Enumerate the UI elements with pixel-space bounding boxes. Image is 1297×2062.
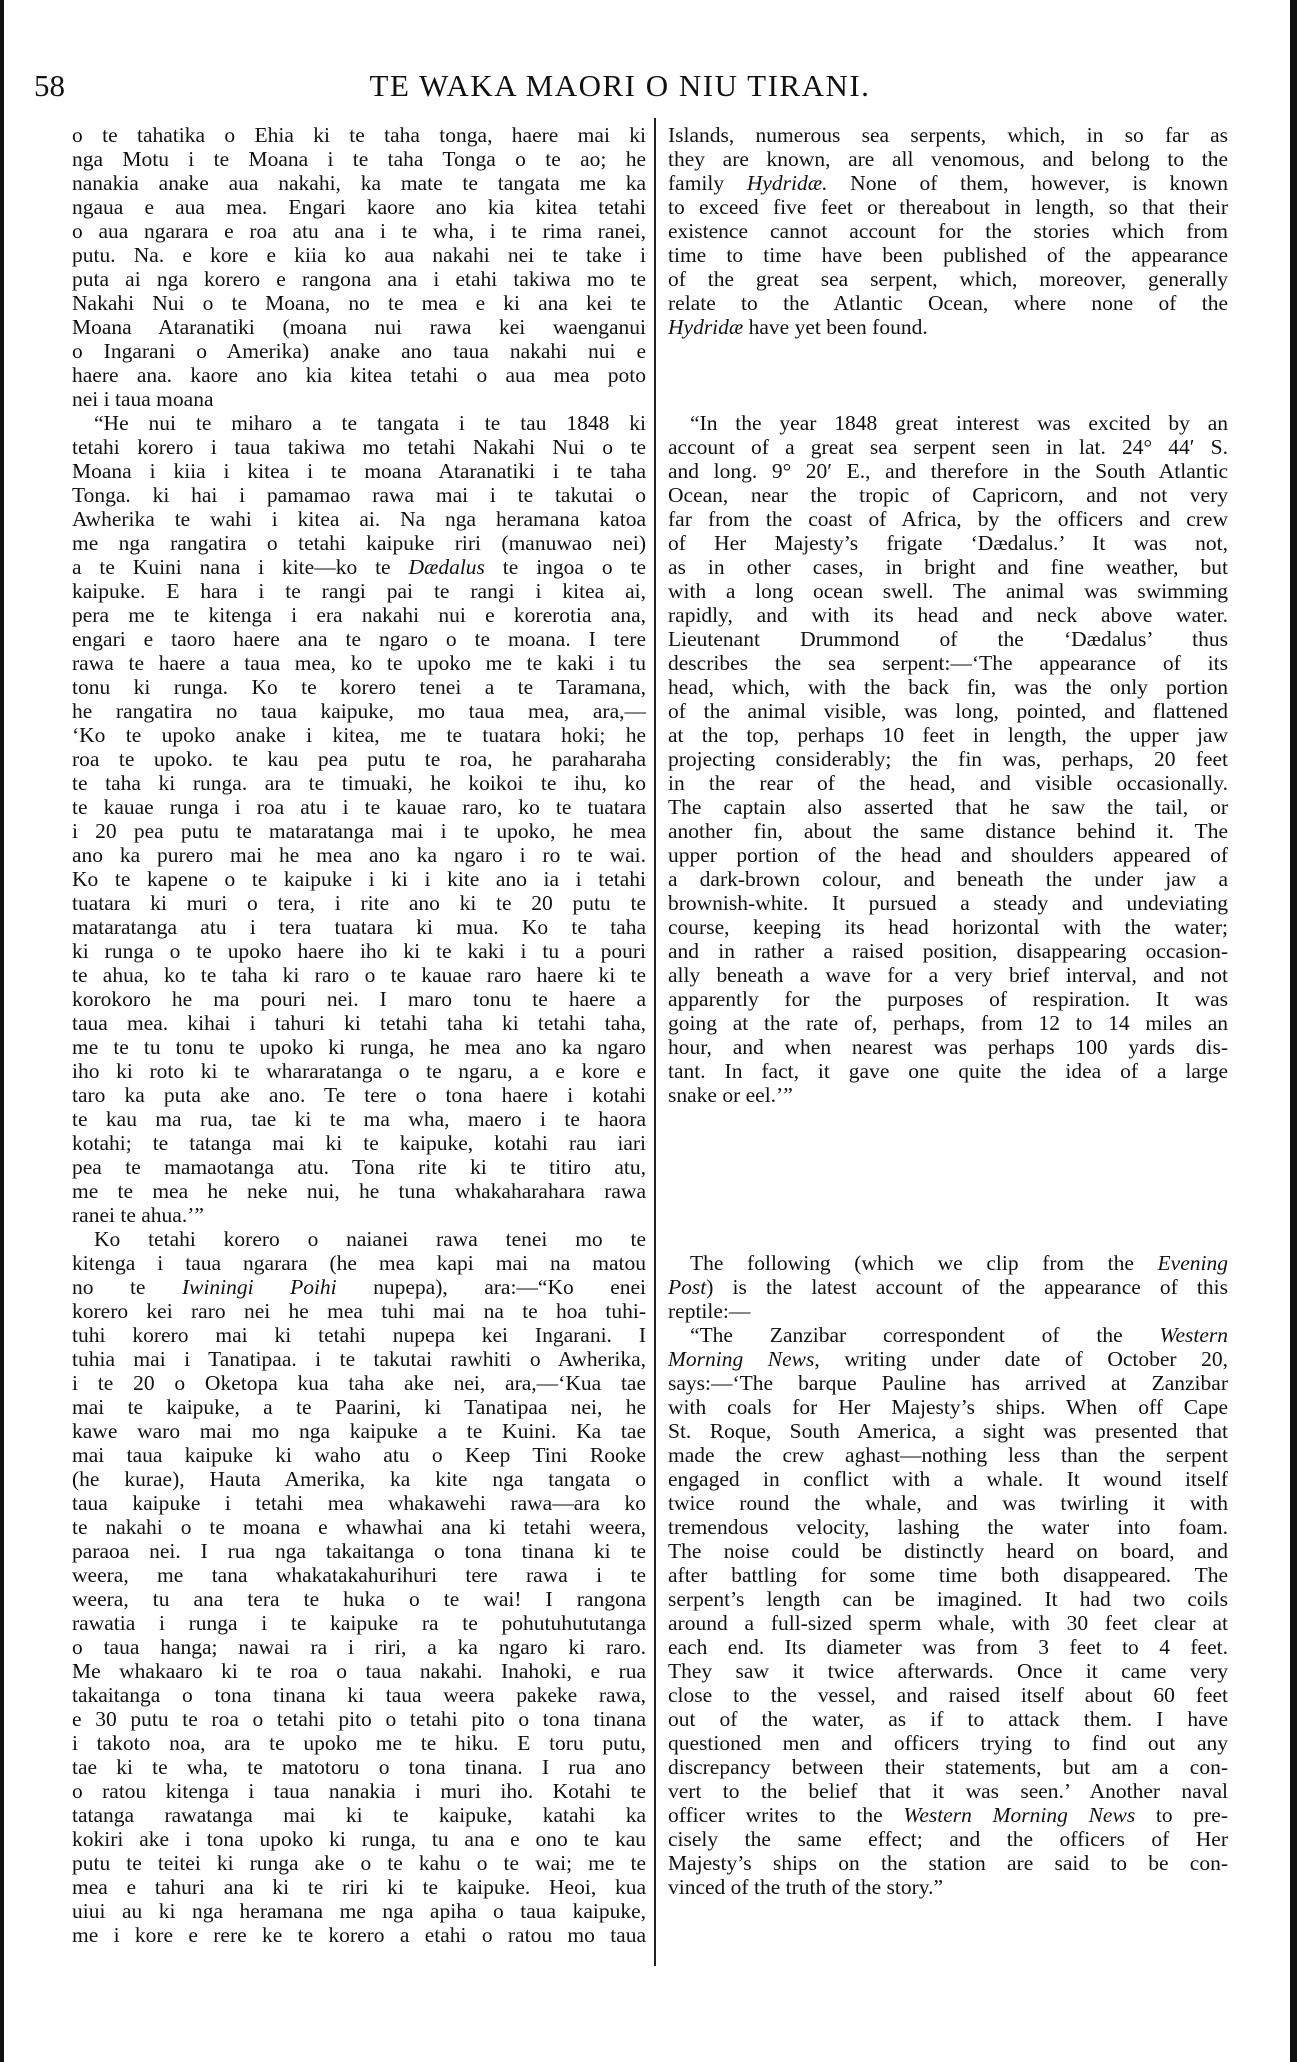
text-line: Me whakaaro ki te roa o taua nakahi. Inahoki, e rua bbox=[72, 1659, 646, 1683]
text-line: weera, me tana whakatakahurihuri tere rawa i te bbox=[72, 1563, 646, 1587]
text-line: in the rear of the head, and visible occasionally. bbox=[668, 771, 1228, 795]
text-line: engari e taoro haere ana te ngaro o te moana. I tere bbox=[72, 627, 646, 651]
text-line: kitenga i taua ngarara (he mea kapi mai na matou bbox=[72, 1251, 646, 1275]
text-segment: have yet been found. bbox=[743, 315, 928, 339]
text-line: taro ka puta ake ano. Te tere o tona haere i kotahi bbox=[72, 1083, 646, 1107]
text-line: (he kurae), Hauta Amerika, ka kite nga tangata o bbox=[72, 1467, 646, 1491]
text-line bbox=[72, 555, 646, 579]
text-line: ranei te ahua.’” bbox=[72, 1203, 204, 1227]
text-line bbox=[668, 1275, 1228, 1299]
text-line: mataratanga atu i tera tuatara ki mua. Ko te taha bbox=[72, 915, 646, 939]
text-line: me i kore e rere ke te korero a etahi o ratou mo taua bbox=[72, 1923, 646, 1947]
text-line bbox=[668, 1347, 1228, 1371]
text-line: pea te mamaotanga atu. Tona rite ki te titiro atu, bbox=[72, 1155, 646, 1179]
text-line: tant. In fact, it gave one quite the idea of a large bbox=[668, 1059, 1228, 1083]
text-line: tuhia mai i Tanatipaa. i te takutai rawhiti o Awherika, bbox=[72, 1347, 646, 1371]
text-line: serpent’s length can be imagined. It had two coils bbox=[668, 1587, 1228, 1611]
text-line: Awherika te wahi i kitea ai. Na nga heramana katoa bbox=[72, 507, 646, 531]
text-line: he rangatira no taua kaipuke, mo taua mea, ara,— bbox=[72, 699, 646, 723]
text-line: a dark-brown colour, and beneath the under jaw a bbox=[668, 867, 1228, 891]
text-line: “He nui te miharo a te tangata i te tau 1848 ki bbox=[94, 411, 646, 435]
italic-title: Evening bbox=[1157, 1251, 1228, 1275]
text-line: after battling for some time both disappeared. The bbox=[668, 1563, 1228, 1587]
text-line: Ko tetahi korero o naianei rawa tenei mo te bbox=[94, 1227, 646, 1251]
text-line: snake or eel.’” bbox=[668, 1083, 793, 1107]
text-line: o aua ngarara e roa atu ana i te wha, i te rima ranei, bbox=[72, 219, 646, 243]
text-line: te nakahi o te moana e whawhai ana ki tetahi weera, bbox=[72, 1515, 646, 1539]
text-line: weera, tu ana tera te huka o te wai! I rangona bbox=[72, 1587, 646, 1611]
text-line: ki runga o te upoko haere iho ki te kaki i tu a pouri bbox=[72, 939, 646, 963]
text-line: to exceed five feet or thereabout in length, so that their bbox=[668, 195, 1228, 219]
text-line: twice round the whale, and was twirling it with bbox=[668, 1491, 1228, 1515]
text-line: They saw it twice afterwards. Once it came very bbox=[668, 1659, 1228, 1683]
text-segment: no te bbox=[72, 1275, 182, 1299]
text-line: me te tu tonu te upoko ki runga, he mea ano ka ngaro bbox=[72, 1035, 646, 1059]
text-line: iho ki roto ki te whararatanga o te ngaru, a e kore e bbox=[72, 1059, 646, 1083]
text-line: Ocean, near the tropic of Capricorn, and not very bbox=[668, 483, 1228, 507]
text-line bbox=[668, 171, 1228, 195]
text-line: reptile:— bbox=[668, 1299, 751, 1323]
text-line: o ratou kitenga i taua nanakia i muri iho. Kotahi te bbox=[72, 1779, 646, 1803]
text-line: te kau ma rua, tae ki te ma wha, maero i te haora bbox=[72, 1107, 646, 1131]
italic-title: Post bbox=[668, 1275, 707, 1299]
text-line: me nga rangatira o tetahi kaipuke riri (manuwao nei) bbox=[72, 531, 646, 555]
text-line: rapidly, and with its head and neck above water. bbox=[668, 603, 1228, 627]
text-line: uiui au ki nga heramana me nga apiha o taua kaipuke, bbox=[72, 1899, 646, 1923]
text-line: nei i taua moana bbox=[72, 387, 214, 411]
text-line: mai te kaipuke, a te Paarini, ki Tanatipaa nei, he bbox=[72, 1395, 646, 1419]
text-segment: officer writes to the bbox=[668, 1803, 904, 1827]
text-line: mai taua kaipuke ki waho atu o Keep Tini Rooke bbox=[72, 1443, 646, 1467]
text-line: going at the rate of, perhaps, from 12 to 14 miles an bbox=[668, 1011, 1228, 1035]
text-line: takaitanga o tona tinana ki taua weera pakeke rawa, bbox=[72, 1683, 646, 1707]
text-line: of the great sea serpent, which, moreover, generally bbox=[668, 267, 1228, 291]
text-line: out of the water, as if to attack them. I have bbox=[668, 1707, 1228, 1731]
text-line: close to the vessel, and raised itself about 60 feet bbox=[668, 1683, 1228, 1707]
text-line: roa te upoko. te kau pea putu te roa, he paraharaha bbox=[72, 747, 646, 771]
page-number: 58 bbox=[34, 68, 65, 103]
text-line: made the crew aghast—nothing less than the serpent bbox=[668, 1443, 1228, 1467]
text-line bbox=[668, 1323, 1228, 1347]
running-title: TE WAKA MAORI O NIU TIRANI. bbox=[369, 68, 871, 103]
text-line: describes the sea serpent:—‘The appearance of its bbox=[668, 651, 1228, 675]
text-line: questioned men and officers trying to find out any bbox=[668, 1731, 1228, 1755]
text-line: o te tahatika o Ehia ki te taha tonga, haere mai ki bbox=[72, 123, 646, 147]
text-line: tremendous velocity, lashing the water into foam. bbox=[668, 1515, 1228, 1539]
text-line: engaged in conflict with a whale. It wound itself bbox=[668, 1467, 1228, 1491]
text-line: head, which, with the back fin, was the only portion bbox=[668, 675, 1228, 699]
text-line: discrepancy between their statements, but am a con- bbox=[668, 1755, 1228, 1779]
text-line: taua mea. kihai i tahuri ki tetahi taha ki tetahi taha, bbox=[72, 1011, 646, 1035]
text-line: e 30 putu te roa o tetahi pito o tetahi pito o tona tinana bbox=[72, 1707, 646, 1731]
text-segment: The following (which we clip from the bbox=[690, 1251, 1158, 1275]
text-segment: te ingoa o te bbox=[484, 555, 646, 579]
text-line: as in other cases, in bright and fine weather, but bbox=[668, 555, 1228, 579]
text-line: course, keeping its head horizontal with the water; bbox=[668, 915, 1228, 939]
text-line: Ko te kapene o te kaipuke i ki i kite ano ia i tetahi bbox=[72, 867, 646, 891]
text-line: kokiri ake i tona upoko ki runga, tu ana e ono te kau bbox=[72, 1827, 646, 1851]
text-line: tatanga rawatanga mai ki te kaipuke, katahi ka bbox=[72, 1803, 646, 1827]
text-line: of the animal visible, was long, pointed, and flattened bbox=[668, 699, 1228, 723]
column-divider bbox=[654, 118, 656, 1966]
text-line: te ahua, ko te taha ki raro o te kauae raro haere ki te bbox=[72, 963, 646, 987]
text-line: with a long ocean swell. The animal was swimming bbox=[668, 579, 1228, 603]
text-line: ano ka purero mai he mea ano ka ngaro i ro te wai. bbox=[72, 843, 646, 867]
text-line: rawa te haere a taua mea, ko te upoko me te kaki i tu bbox=[72, 651, 646, 675]
text-line: Nakahi Nui o te Moana, no te mea e ki ana kei te bbox=[72, 291, 646, 315]
text-segment: “The Zanzibar correspondent of the bbox=[690, 1323, 1160, 1347]
italic-title: Iwiningi Poihi bbox=[181, 1275, 337, 1299]
text-line: Lieutenant Drummond of the ‘Dædalus’ thus bbox=[668, 627, 1228, 651]
text-line: projecting considerably; the fin was, perhaps, 20 feet bbox=[668, 747, 1228, 771]
text-line: tuhi korero mai ki tetahi nupepa kei Ingarani. I bbox=[72, 1323, 646, 1347]
text-line: paraoa nei. I rua nga takaitanga o tona tinana ki te bbox=[72, 1539, 646, 1563]
text-line: Majesty’s ships on the station are said to be con- bbox=[668, 1851, 1228, 1875]
text-line: with coals for Her Majesty’s ships. When off Cape bbox=[668, 1395, 1228, 1419]
text-line: te taha ki runga. ara te timuaki, he koikoi te ihu, ko bbox=[72, 771, 646, 795]
text-line: ‘Ko te upoko anake i kitea, me te tuatara hoki; he bbox=[72, 723, 646, 747]
text-line: brownish-white. It pursued a steady and undeviating bbox=[668, 891, 1228, 915]
text-line: kaipuke. E hara i te rangi pai te rangi i kitea ai, bbox=[72, 579, 646, 603]
text-line: i te 20 o Oketopa kua taha ake nei, ara,—‘Kua tae bbox=[72, 1371, 646, 1395]
text-segment: nupepa), ara:—“Ko enei bbox=[336, 1275, 646, 1299]
text-line: putu te teitei ki runga ake o te kahu o te wai; me te bbox=[72, 1851, 646, 1875]
text-line: and long. 9° 20′ E., and therefore in the South Atlantic bbox=[668, 459, 1228, 483]
text-line: around a full-sized sperm whale, with 30 feet clear at bbox=[668, 1611, 1228, 1635]
text-line: cisely the same effect; and the officers of Her bbox=[668, 1827, 1228, 1851]
text-line: Moana i kiia i kitea i te moana Ataranatiki i te taha bbox=[72, 459, 646, 483]
text-line: putu. Na. e kore e kiia ko aua nakahi nei te take i bbox=[72, 243, 646, 267]
text-line: The noise could be distinctly heard on board, and bbox=[668, 1539, 1228, 1563]
text-line: apparently for the purposes of respiration. It was bbox=[668, 987, 1228, 1011]
text-line: The captain also asserted that he saw the tail, or bbox=[668, 795, 1228, 819]
text-line: mea e tahuri ana ki te riri ki te kaipuke. Heoi, kua bbox=[72, 1875, 646, 1899]
text-line: they are known, are all venomous, and belong to the bbox=[668, 147, 1228, 171]
text-line: rawatia i runga i te kaipuke ra te pohutuhututanga bbox=[72, 1611, 646, 1635]
text-line: of Her Majesty’s frigate ‘Dædalus.’ It was not, bbox=[668, 531, 1228, 555]
text-line: kotahi; te tatanga mai ki te kaipuke, kotahi rau iari bbox=[72, 1131, 646, 1155]
italic-title: Western bbox=[1159, 1323, 1228, 1347]
text-line: o Ingarani o Amerika) anake ano taua nakahi nui e bbox=[72, 339, 646, 363]
text-segment: a te Kuini nana i kite—ko te bbox=[72, 555, 409, 579]
text-line: relate to the Atlantic Ocean, where none of the bbox=[668, 291, 1228, 315]
text-line: upper portion of the head and shoulders appeared of bbox=[668, 843, 1228, 867]
text-line: korero kei raro nei he mea tuhi mai na te hoa tuhi- bbox=[72, 1299, 646, 1323]
text-line: Islands, numerous sea serpents, which, in so far as bbox=[668, 123, 1228, 147]
text-line: Tonga. ki hai i pamamao rawa mai i te takutai o bbox=[72, 483, 646, 507]
text-line bbox=[668, 1251, 1228, 1275]
text-line: existence cannot account for the stories which from bbox=[668, 219, 1228, 243]
text-line: tuatara ki muri o tera, i rite ano ki te 20 putu te bbox=[72, 891, 646, 915]
text-line: o taua hanga; nawai ra i riri, a ka ngaro ki raro. bbox=[72, 1635, 646, 1659]
text-segment: , writing under date of October 20, bbox=[814, 1347, 1229, 1371]
scan-border-right bbox=[1290, 0, 1297, 2062]
text-line: tonu ki runga. Ko te korero tenei a te Taramana, bbox=[72, 675, 646, 699]
italic-title: Western Morning News bbox=[903, 1803, 1136, 1827]
text-line: Moana Ataranatiki (moana nui rawa kei waenganui bbox=[72, 315, 646, 339]
text-line: ally beneath a wave for a very brief interval, and not bbox=[668, 963, 1228, 987]
text-line bbox=[72, 1275, 646, 1299]
text-line: ngaua e aua mea. Engari kaore ano kia kitea tetahi bbox=[72, 195, 646, 219]
text-line: tetahi korero i taua takiwa mo tetahi Nakahi Nui o te bbox=[72, 435, 646, 459]
text-line: “In the year 1848 great interest was excited by an bbox=[690, 411, 1228, 435]
text-line: pera me te kitenga i era nakahi nui e korerotia ana, bbox=[72, 603, 646, 627]
text-line: te kauae runga i roa atu i te kauae raro, ko te tuatara bbox=[72, 795, 646, 819]
text-line: kawe waro mai mo nga kaipuke a te Kuini. Ka tae bbox=[72, 1419, 646, 1443]
text-line: i 20 pea putu te mataratanga mai i te upoko, he mea bbox=[72, 819, 646, 843]
text-line: nanakia anake aua nakahi, ka mate te tangata me ka bbox=[72, 171, 646, 195]
text-line: far from the coast of Africa, by the officers and crew bbox=[668, 507, 1228, 531]
text-line: vinced of the truth of the story.” bbox=[668, 1875, 944, 1899]
text-line bbox=[668, 315, 1228, 339]
text-line: another fin, about the same distance behind it. The bbox=[668, 819, 1228, 843]
text-segment: None of them, however, is known bbox=[827, 171, 1229, 195]
text-line: i takoto noa, ara te upoko me te hiku. E toru putu, bbox=[72, 1731, 646, 1755]
text-segment: to pre- bbox=[1135, 1803, 1228, 1827]
text-line: account of a great sea serpent seen in lat. 24° 44′ S. bbox=[668, 435, 1228, 459]
text-line: time to time have been published of the appearance bbox=[668, 243, 1228, 267]
text-line: tae ki te wha, te matotoru o tona tinana. I rua ano bbox=[72, 1755, 646, 1779]
text-line bbox=[668, 1803, 1228, 1827]
text-line: at the top, perhaps 10 feet in length, the upper jaw bbox=[668, 723, 1228, 747]
italic-title: Hydridæ bbox=[668, 315, 744, 339]
italic-title: Morning News bbox=[668, 1347, 815, 1371]
text-line: korokoro he ma pouri nei. I maro tonu te haere a bbox=[72, 987, 646, 1011]
text-line: vert to the belief that it was seen.’ Another naval bbox=[668, 1779, 1228, 1803]
text-segment: family bbox=[668, 171, 747, 195]
text-line: says:—‘The barque Pauline has arrived at Zanzibar bbox=[668, 1371, 1228, 1395]
italic-title: Dædalus bbox=[408, 555, 485, 579]
text-line: and in rather a raised position, disappearing occasion- bbox=[668, 939, 1228, 963]
text-line: hour, and when nearest was perhaps 100 yards dis- bbox=[668, 1035, 1228, 1059]
text-line: taua kaipuke i tetahi mea whakawehi rawa—ara ko bbox=[72, 1491, 646, 1515]
text-line: puta ai nga korero e rangona ana i etahi takiwa mo te bbox=[72, 267, 646, 291]
italic-title: Hydridæ. bbox=[746, 171, 828, 195]
text-segment: ) is the latest account of the appearance of this bbox=[706, 1275, 1228, 1299]
text-line: nga Motu i te Moana i te taha Tonga o te ao; he bbox=[72, 147, 646, 171]
text-line: St. Roque, South America, a sight was presented that bbox=[668, 1419, 1228, 1443]
text-line: me te mea he neke nui, he tuna whakaharahara rawa bbox=[72, 1179, 646, 1203]
text-line: haere ana. kaore ano kia kitea tetahi o aua mea poto bbox=[72, 363, 646, 387]
scan-border-left bbox=[0, 0, 4, 2062]
text-line: each end. Its diameter was from 3 feet to 4 feet. bbox=[668, 1635, 1228, 1659]
